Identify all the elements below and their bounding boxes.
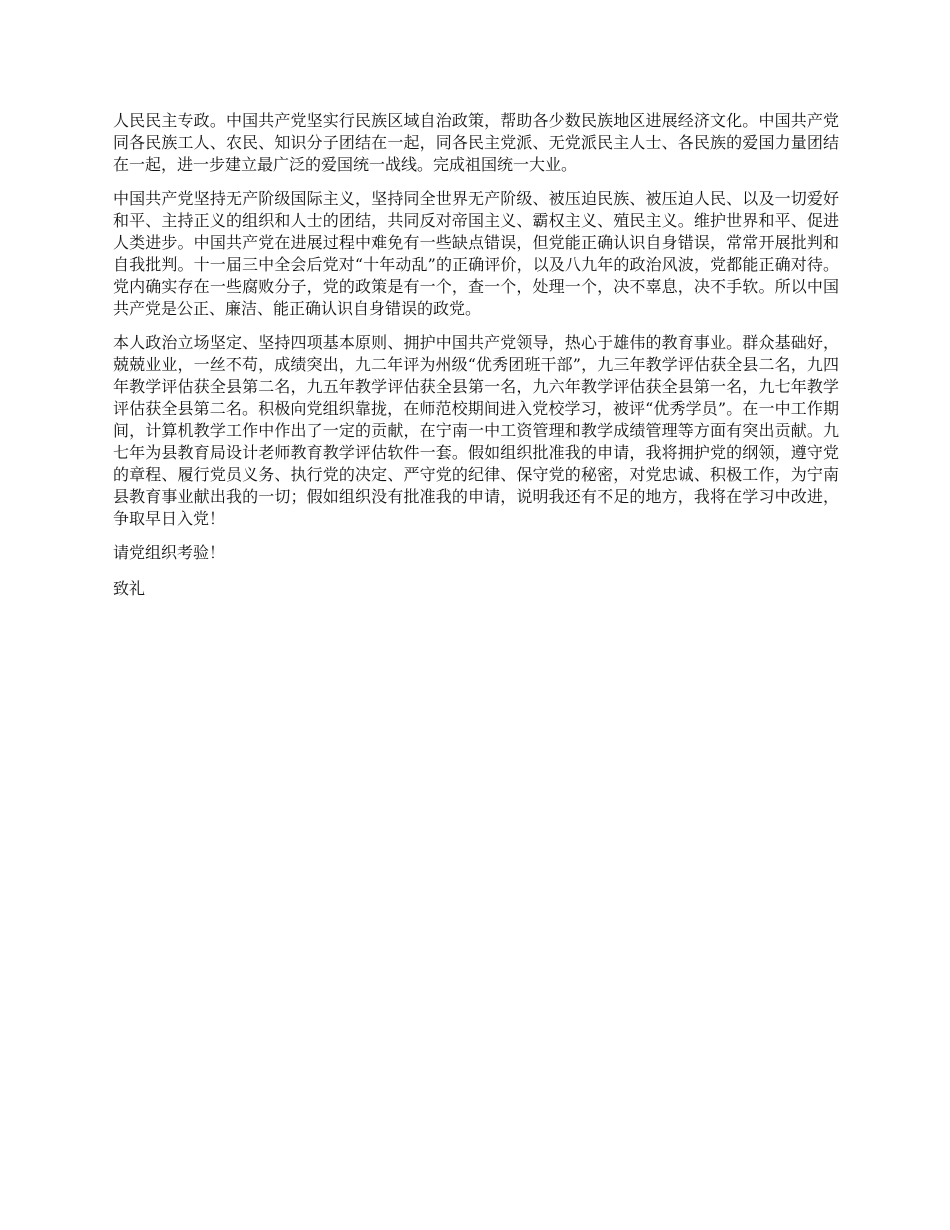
document-body [113,110,839,614]
closing-request: 请党组织考验！ [113,543,226,562]
paragraph-unity: 人民民主专政。中国共产党坚实行民族区域自治政策，帮助各少数民族地区进展经济文化。中国共产党同各民族工人、农民、知识分子团结在一起，同各民主党派、无党派民主人士、各民族的爱国力量团结在一起，进一步建立最广泛的爱国统一战线。完成祖国统一大业。 [113,111,839,174]
salutation: 致礼 [113,579,146,598]
paragraph-internationalism: 中国共产党坚持无产阶级国际主义，坚持同全世界无产阶级、被压迫民族、被压迫人民、以及一切爱好和平、主持正义的组织和人士的团结，共同反对帝国主义、霸权主义、殖民主义。维护世界和平、促进人类进步。中国共产党在进展过程中难免有一些缺点错误，但党能正确认识自身错误，常常开展批判和自我批判。十一届三中全会后党对“十年动乱”的正确评价，以及八九年的政治风波，党都能正确对待。党内确实存在一些腐败分子，党的政策是有一个，查一个，处理一个，决不辜息，决不手软。所以中国共产党是公正、廉洁、能正确认识自身错误的政党。 [113,189,839,318]
paragraph-personal-statement: 本人政治立场坚定、坚持四项基本原则、拥护中国共产党领导，热心于雄伟的教育事业。群众基础好，兢兢业业，一丝不苟，成绩突出，九二年评为州级“优秀团班干部”，九三年教学评估获全县二名，九四年教学评估获全县第二名，九五年教学评估获全县第一名，九六年教学评估获全县第一名，九七年教学评估获全县第二名。积极向党组织靠拢，在师范校期间进入党校学习，被评“优秀学员”。在一中工作期间，计算机教学工作中作出了一定的贡献，在宁南一中工资管理和教学成绩管理等方面有突出贡献。九七年为县教育局设计老师教育教学评估软件一套。假如组织批准我的申请，我将拥护党的纲领，遵守党的章程、履行党员义务、执行党的决定、严守党的纪律、保守党的秘密，对党忠诚、积极工作，为宁南县教育事业献出我的一切；假如组织没有批准我的申请，说明我还有不足的地方，我将在学习中改进，争取早日入党！ [113,333,839,528]
